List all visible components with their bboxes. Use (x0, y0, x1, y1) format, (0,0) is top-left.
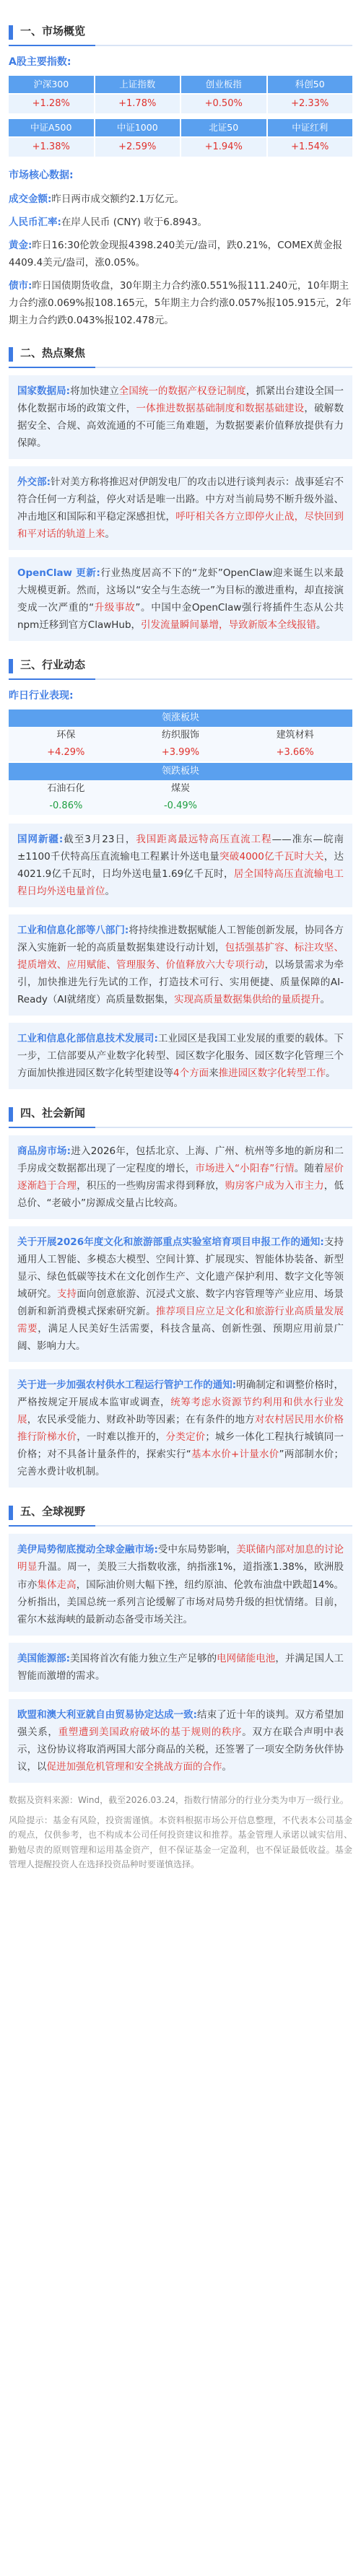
sector-table (9, 710, 352, 815)
section-title: 二、热点聚焦 (20, 346, 86, 359)
bond-item: 债市:昨日国债期货收盘，30年期主力合约涨0.551%报111.240元，10年期主力合约涨0.069%报108.165元，5年期主力合约涨0.057%报105.915元，2年期主力合约跌0.043%报102.478元。 (9, 279, 352, 326)
news-card-park: 工业和信息化部信息技术发展司:工业园区是我国工业发展的重要的载体。下一步，工信部要从产业数字化转型、园区数字化服务、园区数字化管理三个方面加快推进园区数字化转型建设等4个方面来推进园区数字化转型工作。 (9, 1023, 352, 1089)
index-name: 北证50 (181, 119, 266, 136)
index-name: 中证红利 (268, 119, 353, 136)
index-change: +1.94% (181, 138, 266, 157)
index-change: +2.59% (95, 138, 180, 157)
lagging-sector-values: -0.86% -0.49% (9, 798, 352, 815)
risk-disclaimer: 风险提示：基金有风险，投资需谨慎。本资料根据市场公开信息整理，不代表本公司基金的观点，仅供参考，也不构成本公司任何投资建议和推荐。基金管理人承诺以诚实信用、勤勉尽责的原则管理和运用基金资产，但不保证基金一定盈利，也不保证最低收益。基金管理人提醒投资人在选择投资品种时要谨慎选择。 (9, 1815, 352, 1870)
lagging-sectors-title: 领跌板块 (9, 763, 352, 780)
section-header-social (9, 1101, 352, 1128)
footer (9, 1793, 352, 1872)
section-bar-icon (9, 659, 13, 673)
index-name: 中证1000 (95, 119, 180, 136)
index-name: 沪深300 (9, 76, 94, 93)
news-card-miit: 工业和信息化部等八部门:将持续推进数据赋能人工智能创新发展，协同各方深入实施新一轮的高质量数据集建设行动计划，包括强基扩容、标注攻坚、提质增效、应用赋能、管理服务、价值释放六大专项行动，以场景需求为牵引，加快推进先行先试的工作，打造技术可行、实用便捷、质量保障的AI-Ready（AI就绪度）高质量数据集，实现高质量数据集供给的量质提升。 (9, 914, 352, 1016)
core-data-title: 市场核心数据: (9, 169, 74, 181)
leading-sector-values: +4.29% +3.99% +3.66% (9, 744, 352, 761)
section-header-market (9, 19, 352, 46)
gold-item: 黄金:昨日16:30伦敦金现报4398.240美元/盎司，跌0.21%，COMEX黄金报4409.4美元/盎司，涨0.05%。 (9, 239, 343, 268)
news-card-tourism: 关于开展2026年度文化和旅游部重点实验室培育项目申报工作的通知:支持通用人工智能、多模态大模型、空间计算、扩展现实、智能体协装备、新型显示、绿色低碳等技术在文化创作生产、文化遗产保护利用、数字文化等领域研究。支持面向创意旅游、沉浸式文旅、数字内容管理等产业应用、场景创新和新消费模式探索研究新。推荐项目应立足文化和旅游行业高质量发展需要，满足人民美好生活需要，科技含量高、创新性强、预期应用前景广阔、影响力大。 (9, 1226, 352, 1362)
index-name: 中证A500 (9, 119, 94, 136)
index-change: +0.50% (181, 95, 266, 113)
index-change: +1.38% (9, 138, 94, 157)
index-change: +2.33% (268, 95, 353, 113)
a-share-title: A股主要指数: (9, 56, 71, 68)
section-header-industry (9, 652, 352, 680)
news-card-grid: 国网新疆:截至3月23日，我国距离最远特高压直流工程——准东—皖南±1100千伏特高压直流输电工程累计外送电量突破4000亿千瓦时大关，达4021.9亿千瓦时，日均外送电量1.69亿千瓦时，居全国特高压直流输电工程日均外送电量首位。 (9, 824, 352, 907)
index-change: +1.78% (95, 95, 180, 113)
leading-sectors-title: 领涨板块 (9, 710, 352, 727)
lagging-sector-names: 石油石化 煤炭 (9, 780, 352, 798)
leading-sector-names: 环保 纺织服饰 建筑材料 (9, 727, 352, 744)
rmb-item: 人民币汇率:在岸人民币 (CNY) 收于6.8943。 (9, 216, 208, 228)
section-title: 一、市场概览 (20, 25, 86, 38)
news-card-us-iran: 美伊局势彻底搅动全球金融市场:受中东局势影响，美联储内部对加息的讨论明显升温。周一，美股三大指数收涨，纳指涨1%，道指涨1.38%，欧洲股市亦集体走高，国际油价则大幅下挫，纽约原油、伦敦布油盘中跌超14%。分析指出，美国总统一系列言论缓解了市场对局势升级的担忧情绪。目前，霍尔木兹海峡的最新动态备受市场关注。 (9, 1534, 352, 1635)
section-bar-icon (9, 1107, 13, 1122)
index-table-row2 (9, 119, 352, 157)
index-table-row1 (9, 76, 352, 113)
industry-board-title: 昨日行业表现: (9, 690, 74, 702)
index-name: 上证指数 (95, 76, 180, 93)
section-bar-icon (9, 347, 13, 362)
news-card-data-bureau: 国家数据局:将加快建立全国统一的数据产权登记制度，抓紧出台建设全国一体化数据市场的政策文件，一体推进数据基础制度和数据基础建设，破解数据安全、合规、高效流通的不可能三角难题，为数据要素价值释放提供有力保障。 (9, 375, 352, 459)
index-name: 科创50 (268, 76, 353, 93)
section-title: 五、全球视野 (20, 1505, 86, 1519)
news-card-openclaw: OpenClaw 更新:行业热度居高不下的“龙虾”OpenClaw迎来诞生以来最大规模更新。然而，这场以“安全与生态统一”为目标的激进重构，却直接演变成一次严重的“升级事故”。中国中金OpenClaw强行将插件生态从公共npm迁移到官方ClawHub，引发流量瞬间暴增，导致新版本全线报错。 (9, 557, 352, 641)
news-card-mfa: 外交部:针对美方称将推迟对伊朗发电厂的攻击以进行谈判表示：战事延宕不符合任何一方利益，停火对话是唯一出路。中方对当前局势不断升级外溢、冲击地区和国际和平稳定深感担忧，呼吁相关各方立即停火止战，尽快回到和平对话的轨道上来。 (9, 466, 352, 550)
section-title: 三、行业动态 (20, 658, 86, 672)
index-change: +1.28% (9, 95, 94, 113)
news-card-water: 关于进一步加强农村供水工程运行管护工作的通知:明确制定和调整价格时，严格按规定开展成本监审或调查，统筹考虑水资源节约利用和供水行业发展，农民承受能力、财政补助等因素；在有条件的地方对农村居民用水价格推行阶梯水价，一时难以推开的，分类定价；城乡一体化工程执行城镇同一价格；对不具备计量条件的，探索实行“基本水价+计量水价”两部制水价；完善水费计收机制。 (9, 1369, 352, 1488)
news-card-housing: 商品房市场:进入2026年，包括北京、上海、广州、杭州等多地的新房和二手房成交数据都出现了一定程度的增长，市场进入“小阳春”行情。随着屋价逐渐趋于合理，积压的一些购房需求得到释放，购房客户成为入市主力，低总价、“老破小”房源成交量占比较高。 (9, 1135, 352, 1219)
section-bar-icon (9, 25, 13, 40)
index-name: 创业板指 (181, 76, 266, 93)
data-source-note: 数据及资料来源：Wind，截至2026.03.24，指数行情部分的行业分类为申万一级行业。 (9, 1794, 349, 1805)
index-change: +1.54% (268, 138, 353, 157)
news-card-us-energy: 美国能源部:美国将首次有能力独立生产足够的电网储能电池，并满足国人工智能而激增的需求。 (9, 1643, 352, 1692)
section-header-hot (9, 341, 352, 368)
section-bar-icon (9, 1506, 13, 1520)
section-title: 四、社会新闻 (20, 1106, 86, 1120)
turnover-item: 成交金额:昨日两市成交额约2.1万亿元。 (9, 193, 184, 205)
section-header-global (9, 1499, 352, 1527)
news-card-eu-australia: 欧盟和澳大利亚就自由贸易协定达成一致:结束了近十年的谈判。双方希望加强关系，重塑遭到美国政府破坏的基于规则的秩序。双方在联合声明中表示，这份协议将取消两国大部分商品的关税，还签署了一项安全防务伙伴协议，以促进加强危机管理和安全挑战方面的合作。 (9, 1699, 352, 1783)
